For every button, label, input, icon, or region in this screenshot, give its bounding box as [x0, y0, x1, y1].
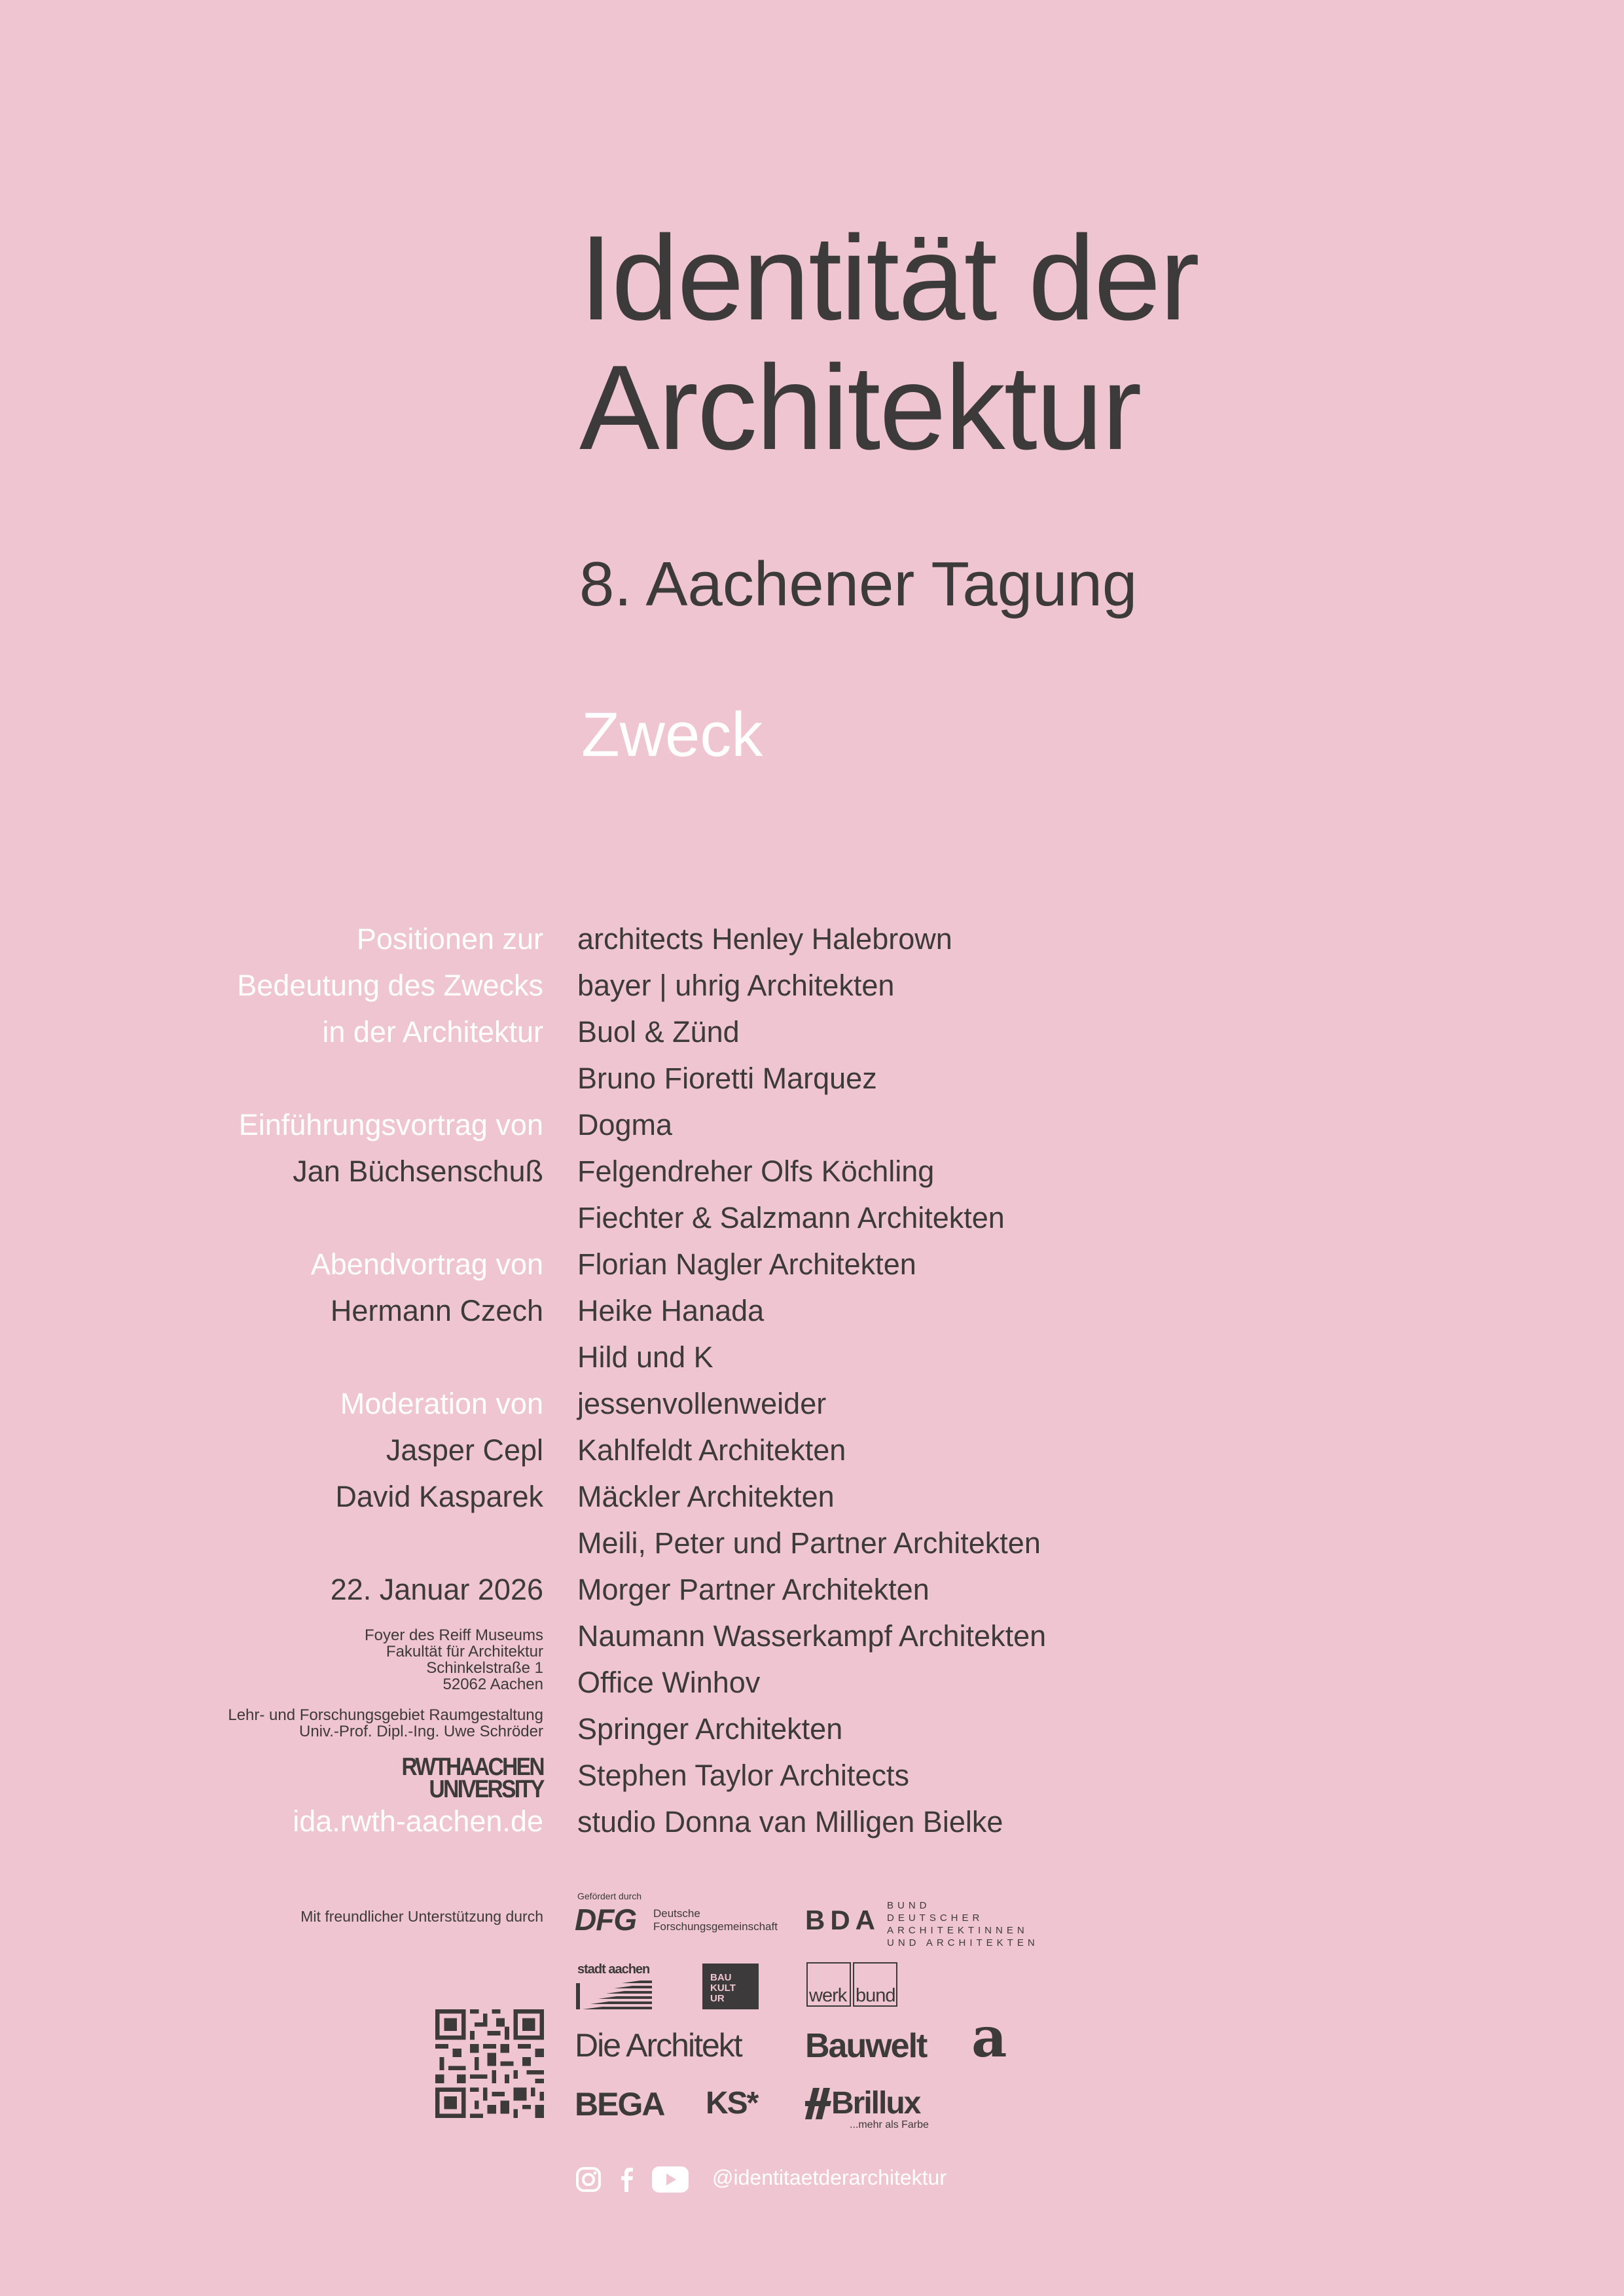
evening-label: Abendvortrag von: [310, 1247, 543, 1281]
participant-item: studio Donna van Milligen Bielke: [577, 1805, 1003, 1839]
dfg-logo: DFG: [575, 1903, 637, 1937]
event-date: 22. Januar 2026: [330, 1573, 543, 1606]
participant-item: bayer | uhrig Architekten: [577, 969, 895, 1002]
werkbund-word: werk: [809, 1985, 847, 2006]
baukultur-line: UR: [710, 1993, 725, 2004]
participant-item: Mäckler Architekten: [577, 1480, 835, 1513]
participant-item: Bruno Fioretti Marquez: [577, 1062, 877, 1095]
bda-name-line: BUND: [887, 1900, 931, 1911]
participant-item: Buol & Zünd: [577, 1015, 740, 1049]
participant-item: Florian Nagler Architekten: [577, 1247, 916, 1281]
participant-item: Meili, Peter und Partner Architekten: [577, 1526, 1041, 1560]
baukultur-line: BAU: [710, 1972, 732, 1983]
bda-name-line: UND ARCHITEKTEN: [887, 1937, 1039, 1948]
evening-speaker: Hermann Czech: [330, 1294, 543, 1327]
participant-item: jessenvollenweider: [577, 1387, 827, 1420]
dfg-name: [653, 1907, 778, 1933]
moderation-label: Moderation von: [340, 1387, 543, 1420]
bda-name-line: ARCHITEKTINNEN: [887, 1925, 1028, 1936]
rwth-logo: [401, 1753, 543, 1803]
venue-line: Foyer des Reiff Museums: [365, 1626, 543, 1644]
qr-code[interactable]: [435, 2009, 544, 2118]
die-architekt-logo: Die Architekt: [575, 2027, 742, 2064]
chair-line: Lehr- und Forschungsgebiet Raumgestaltung: [228, 1706, 543, 1724]
chair-line: Univ.-Prof. Dipl.-Ing. Uwe Schröder: [298, 1723, 543, 1740]
werkbund-word: bund: [856, 1985, 895, 2006]
moderator-name: David Kasparek: [335, 1480, 543, 1513]
ks-logo: KS*: [706, 2086, 758, 2121]
participant-item: Hild und K: [577, 1340, 713, 1374]
participant-item: Felgendreher Olfs Köchling: [577, 1155, 935, 1188]
support-label: Mit freundlicher Unterstützung durch: [300, 1908, 543, 1925]
stadt-aachen-logo: [576, 1962, 655, 2009]
participant-item: Stephen Taylor Architects: [577, 1759, 909, 1792]
participant-item: Heike Hanada: [577, 1294, 765, 1327]
participant-item: Office Winhov: [577, 1666, 761, 1699]
dfg-name-line: Forschungsgemeinschaft: [653, 1920, 778, 1933]
participant-item: Springer Architekten: [577, 1712, 843, 1746]
werkbund-box: [853, 1962, 897, 2007]
title-line: Identität der: [579, 210, 1199, 345]
baukultur-logo: [702, 1964, 759, 2009]
conference-theme: Zweck: [581, 700, 763, 770]
venue-line: 52062 Aachen: [442, 1676, 543, 1693]
a-magazine-logo: a: [971, 2005, 1007, 2070]
participant-item: Fiechter & Salzmann Architekten: [577, 1201, 1005, 1234]
rwth-logo-line: RWTHAACHEN: [401, 1753, 543, 1781]
participants-list: [577, 916, 1046, 1845]
positions-line: Bedeutung des Zwecks: [237, 969, 543, 1002]
bauwelt-logo: Bauwelt: [805, 2027, 927, 2065]
brillux-logo: Brillux: [831, 2086, 920, 2121]
bda-name: [887, 1899, 1039, 1949]
intro-label: Einführungsvortrag von: [238, 1108, 543, 1141]
participant-item: Morger Partner Architekten: [577, 1573, 929, 1606]
werkbund-box: [806, 1962, 851, 2007]
bda-logo: BDA: [805, 1905, 880, 1935]
brillux-mark-icon: [805, 2088, 831, 2119]
bda-name-line: DEUTSCHER: [887, 1912, 984, 1924]
participant-item: Dogma: [577, 1108, 673, 1141]
facebook-icon[interactable]: [621, 2167, 634, 2192]
instagram-icon[interactable]: [576, 2167, 601, 2192]
youtube-icon[interactable]: [652, 2166, 689, 2193]
poster-title: [579, 210, 1561, 475]
social-handle[interactable]: @identitaetderarchitektur: [712, 2166, 947, 2189]
venue-line: Fakultät für Architektur: [386, 1643, 543, 1660]
intro-speaker: Jan Büchsenschuß: [293, 1155, 543, 1188]
participant-item: architects Henley Halebrown: [577, 922, 952, 956]
positions-line: in der Architektur: [322, 1015, 543, 1049]
website-link[interactable]: ida.rwth-aachen.de: [293, 1804, 543, 1838]
dfg-funded-label: Gefördert durch: [577, 1891, 642, 1901]
dfg-name-line: Deutsche: [653, 1907, 700, 1920]
baukultur-line: KULT: [710, 1982, 736, 1994]
moderator-name: Jasper Cepl: [386, 1433, 543, 1467]
stadt-aachen-mark: [576, 1981, 652, 2009]
venue-line: Schinkelstraße 1: [426, 1659, 543, 1677]
title-line: Architektur: [579, 340, 1141, 475]
rwth-logo-line: UNIVERSITY: [429, 1776, 543, 1803]
conference-subtitle: 8. Aachener Tagung: [579, 549, 1138, 619]
bega-logo: BEGA: [575, 2086, 664, 2123]
participant-item: Naumann Wasserkampf Architekten: [577, 1619, 1047, 1653]
participant-item: Kahlfeldt Architekten: [577, 1433, 846, 1467]
brillux-tagline: ...mehr als Farbe: [850, 2119, 929, 2130]
stadt-aachen-wordmark: stadt aachen: [577, 1962, 650, 1977]
positions-line: Positionen zur: [356, 922, 543, 956]
